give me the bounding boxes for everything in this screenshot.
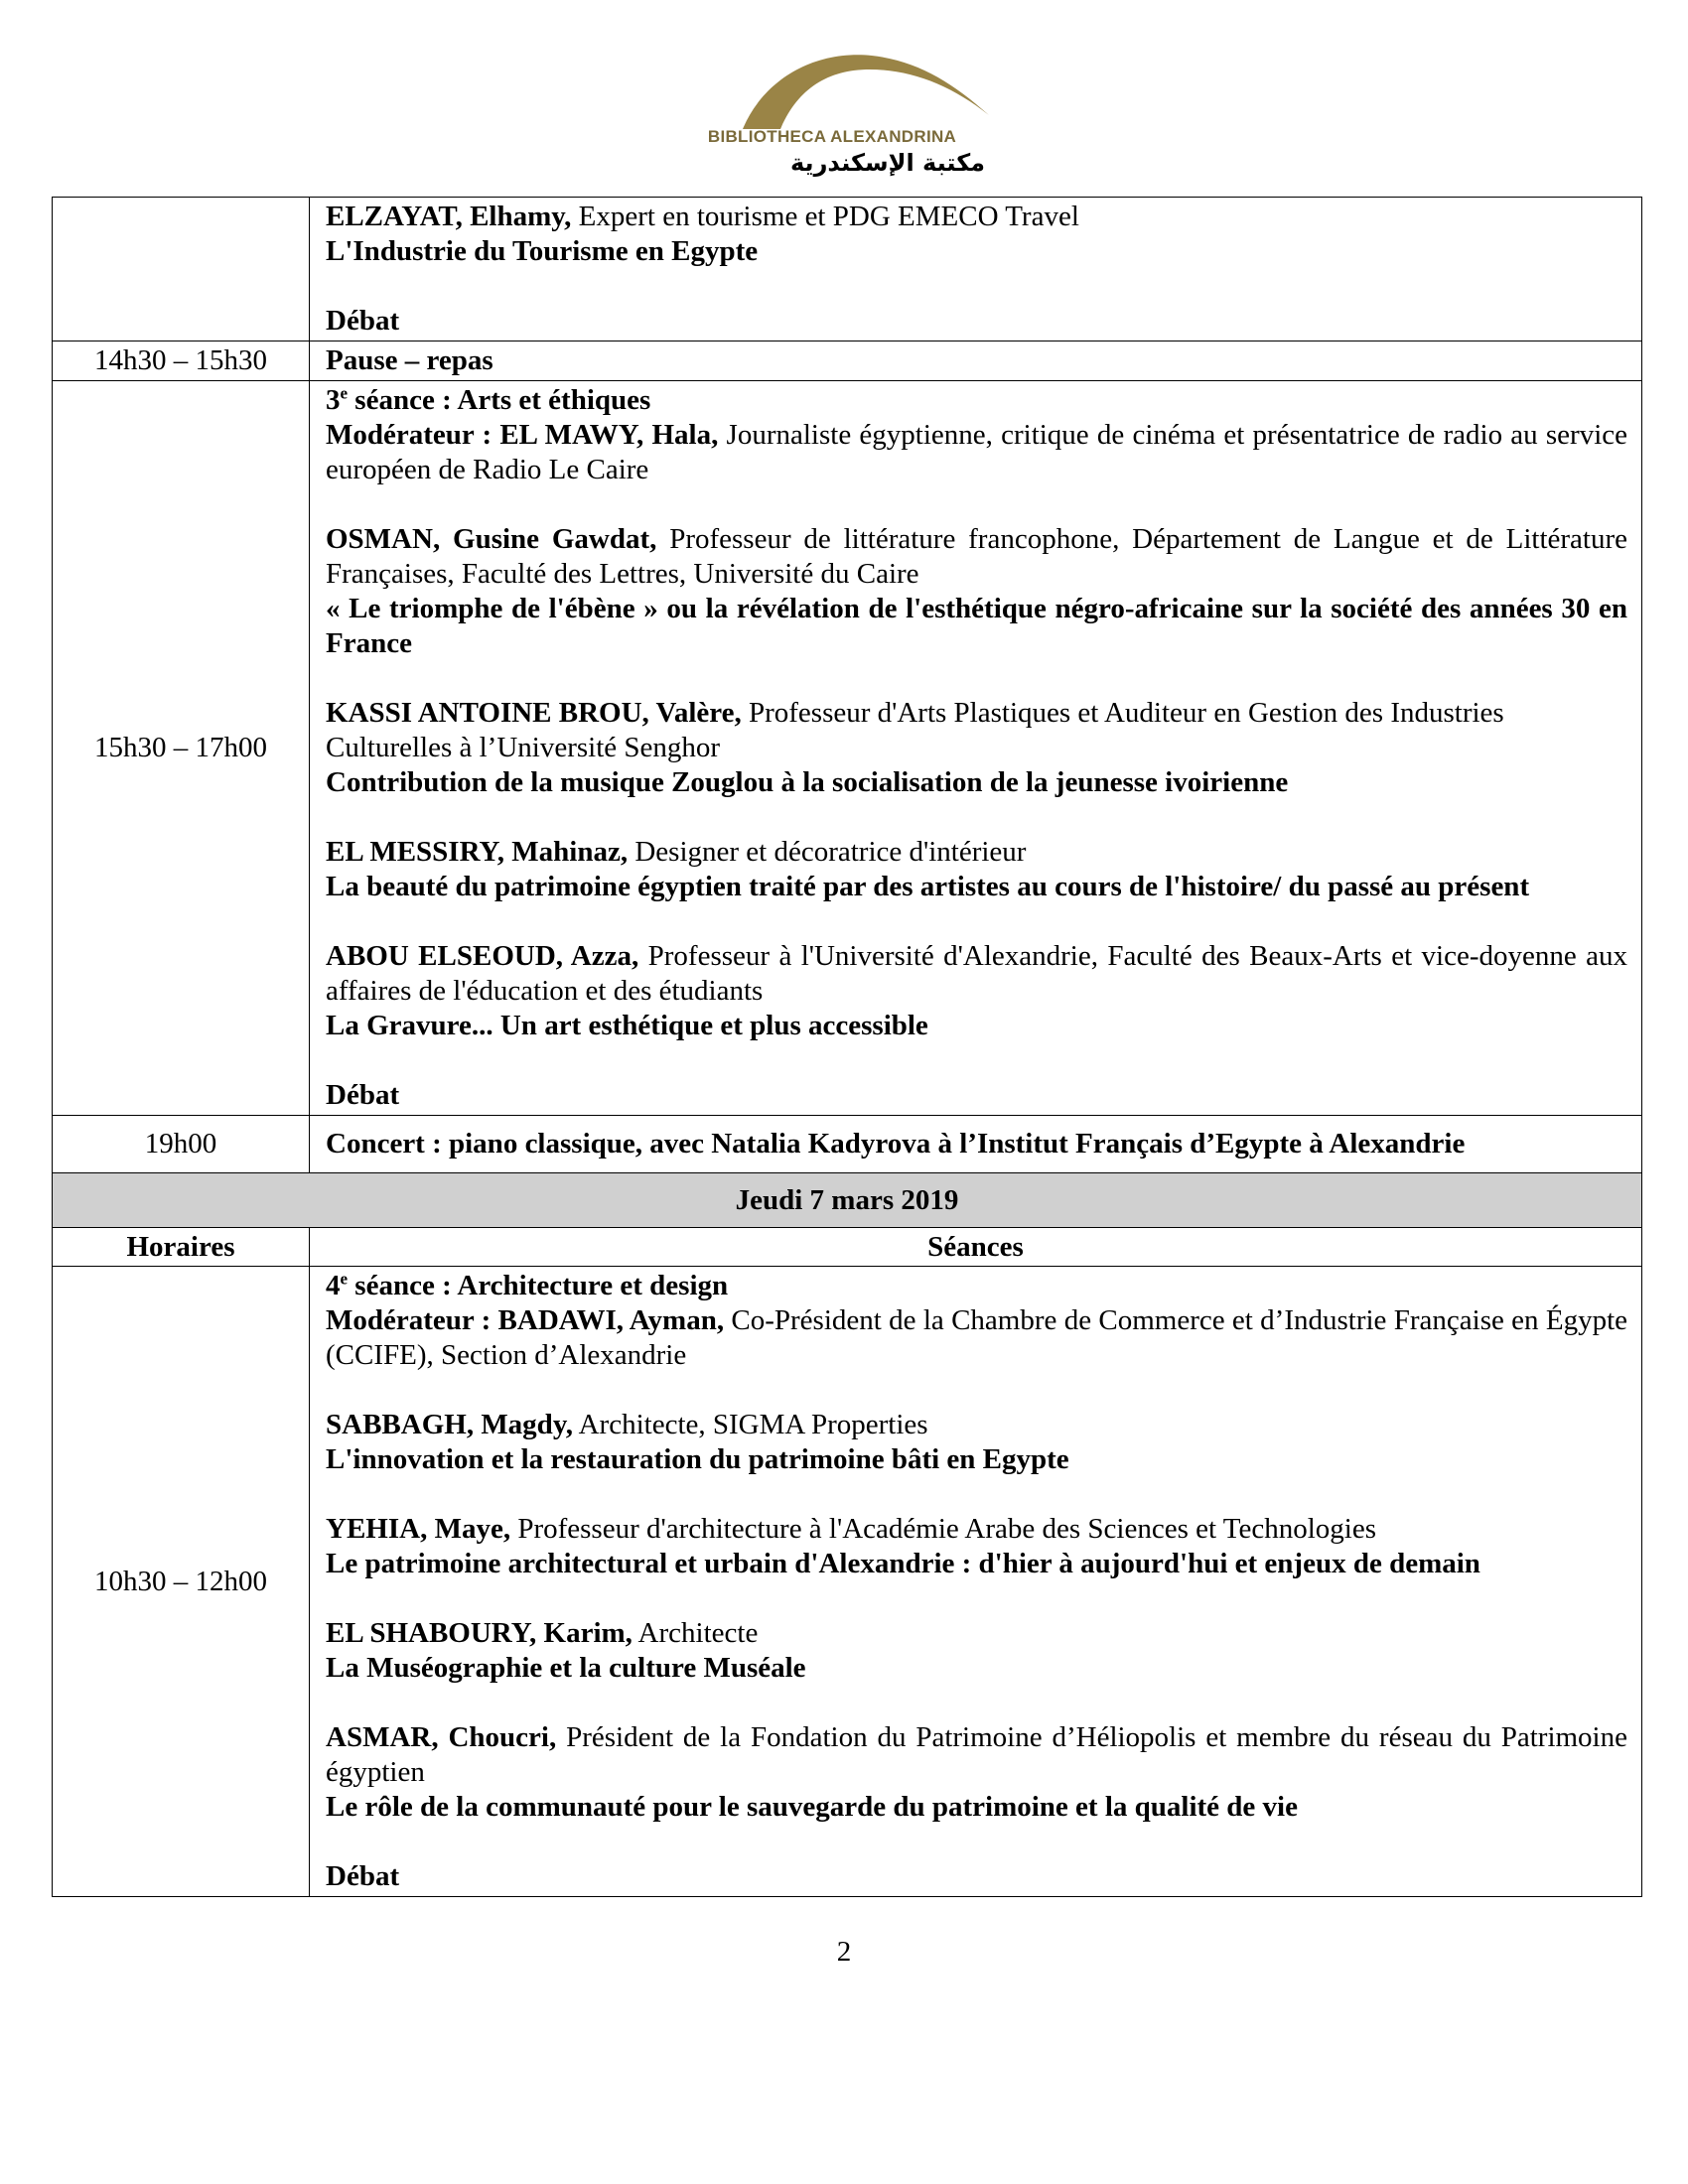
talk-title: La Muséographie et la culture Muséale <box>326 1652 806 1684</box>
speaker-name: EL MESSIRY, Mahinaz, <box>326 836 629 868</box>
time-cell: 19h00 <box>53 1116 310 1173</box>
speaker-name: YEHIA, Maye, <box>326 1513 511 1545</box>
speaker-block <box>326 1408 1627 1477</box>
speaker-block <box>326 939 1627 1043</box>
speaker-block <box>326 522 1627 661</box>
session-cell <box>310 341 1642 381</box>
header-seances: Séances <box>310 1228 1642 1267</box>
talk-title: L'Industrie du Tourisme en Egypte <box>326 235 759 267</box>
speaker-role: Professeur à l'Université d'Alexandrie, Faculté des Beaux-Arts et vice-doyenne aux affaires de l'éducation et des étudiants <box>326 940 1627 1007</box>
speaker-block <box>326 200 1627 269</box>
speaker-name: ELZAYAT, Elhamy, <box>326 201 572 232</box>
speaker-role: Professeur d'Arts Plastiques et Auditeur en Gestion des Industries Culturelles à l’Université Senghor <box>326 697 1504 763</box>
session-cell <box>310 198 1642 341</box>
talk-title: « Le triomphe de l'ébène » ou la révélation de l'esthétique négro-africaine sur la société des années 30 en France <box>326 593 1627 659</box>
table-row <box>53 1267 1642 1897</box>
logo-arc-icon <box>703 52 1001 131</box>
talk-title: La Gravure... Un art esthétique et plus accessible <box>326 1010 928 1041</box>
moderator-role: Co-Président de la Chambre de Commerce et d’Industrie Française en Égypte (CCIFE), Section d’Alexandrie <box>326 1304 1627 1371</box>
concert-title: Concert : piano classique, avec Natalia Kadyrova à l’Institut Français d’Egypte à Alexandrie <box>326 1128 1466 1160</box>
moderator-name: Modérateur : BADAWI, Ayman, <box>326 1304 725 1336</box>
speaker-block <box>326 696 1627 800</box>
logo-latin-text: BIBLIOTHECA ALEXANDRINA <box>707 127 957 146</box>
session-cell <box>310 1116 1642 1173</box>
speaker-role: Expert en tourisme et PDG EMECO Travel <box>571 201 1079 232</box>
column-header-row <box>53 1228 1642 1267</box>
debat-label: Débat <box>326 1860 400 1892</box>
speaker-role: Architecte, SIGMA Properties <box>572 1409 928 1440</box>
talk-title: L'innovation et la restauration du patrimoine bâti en Egypte <box>326 1443 1069 1475</box>
speaker-name: ASMAR, Choucri, <box>326 1721 557 1753</box>
speaker-role: Président de la Fondation du Patrimoine d’Héliopolis et membre du réseau du Patrimoine égyptien <box>326 1721 1627 1788</box>
session-title: 3e séance : Arts et éthiques <box>326 383 651 416</box>
talk-title: Le patrimoine architectural et urbain d'Alexandrie : d'hier à aujourd'hui et enjeux de demain <box>326 1548 1480 1579</box>
speaker-block <box>326 1512 1627 1581</box>
session-cell <box>310 1267 1642 1897</box>
debat-label: Débat <box>326 305 400 337</box>
schedule-table <box>52 197 1642 1897</box>
pause-title: Pause – repas <box>326 344 493 376</box>
session-title: 4e séance : Architecture et design <box>326 1269 729 1301</box>
debat-label: Débat <box>326 1079 400 1111</box>
speaker-block <box>326 1616 1627 1686</box>
speaker-name: EL SHABOURY, Karim, <box>326 1617 633 1649</box>
page-number: 2 <box>836 1936 852 1968</box>
speaker-name: SABBAGH, Magdy, <box>326 1409 573 1440</box>
speaker-role: Architecte <box>632 1617 759 1649</box>
time-cell <box>53 198 310 341</box>
speaker-name: ABOU ELSEOUD, Azza, <box>326 940 639 972</box>
logo-arabic-text: مكتبة الإسكندرية <box>790 149 986 177</box>
speaker-block <box>326 835 1627 904</box>
speaker-role: Designer et décoratrice d'intérieur <box>628 836 1027 868</box>
time-cell: 14h30 – 15h30 <box>53 341 310 381</box>
table-row <box>53 341 1642 381</box>
table-row <box>53 1116 1642 1173</box>
speaker-role: Professeur de littérature francophone, Département de Langue et de Littérature Françaises, Faculté des Lettres, Université du Caire <box>326 523 1627 590</box>
speaker-name: KASSI ANTOINE BROU, Valère, <box>326 697 742 729</box>
day-title: Jeudi 7 mars 2019 <box>53 1173 1642 1228</box>
session-cell <box>310 381 1642 1116</box>
time-cell: 15h30 – 17h00 <box>53 381 310 1116</box>
moderator-role: Journaliste égyptienne, critique de cinéma et présentatrice de radio au service européen de Radio Le Caire <box>326 419 1627 485</box>
talk-title: La beauté du patrimoine égyptien traité par des artistes au cours de l'histoire/ du passé au présent <box>326 871 1530 902</box>
speaker-block <box>326 1720 1627 1825</box>
speaker-role: Professeur d'architecture à l'Académie Arabe des Sciences et Technologies <box>510 1513 1376 1545</box>
time-cell: 10h30 – 12h00 <box>53 1267 310 1897</box>
talk-title: Contribution de la musique Zouglou à la socialisation de la jeunesse ivoirienne <box>326 766 1289 798</box>
table-row <box>53 198 1642 341</box>
bibliotheca-alexandrina-logo <box>703 52 1001 181</box>
day-header-row <box>53 1173 1642 1228</box>
moderator-name: Modérateur : EL MAWY, Hala, <box>326 419 719 451</box>
header-horaires: Horaires <box>53 1228 310 1267</box>
table-row <box>53 381 1642 1116</box>
speaker-name: OSMAN, Gusine Gawdat, <box>326 523 657 555</box>
talk-title: Le rôle de la communauté pour le sauvegarde du patrimoine et la qualité de vie <box>326 1791 1298 1823</box>
